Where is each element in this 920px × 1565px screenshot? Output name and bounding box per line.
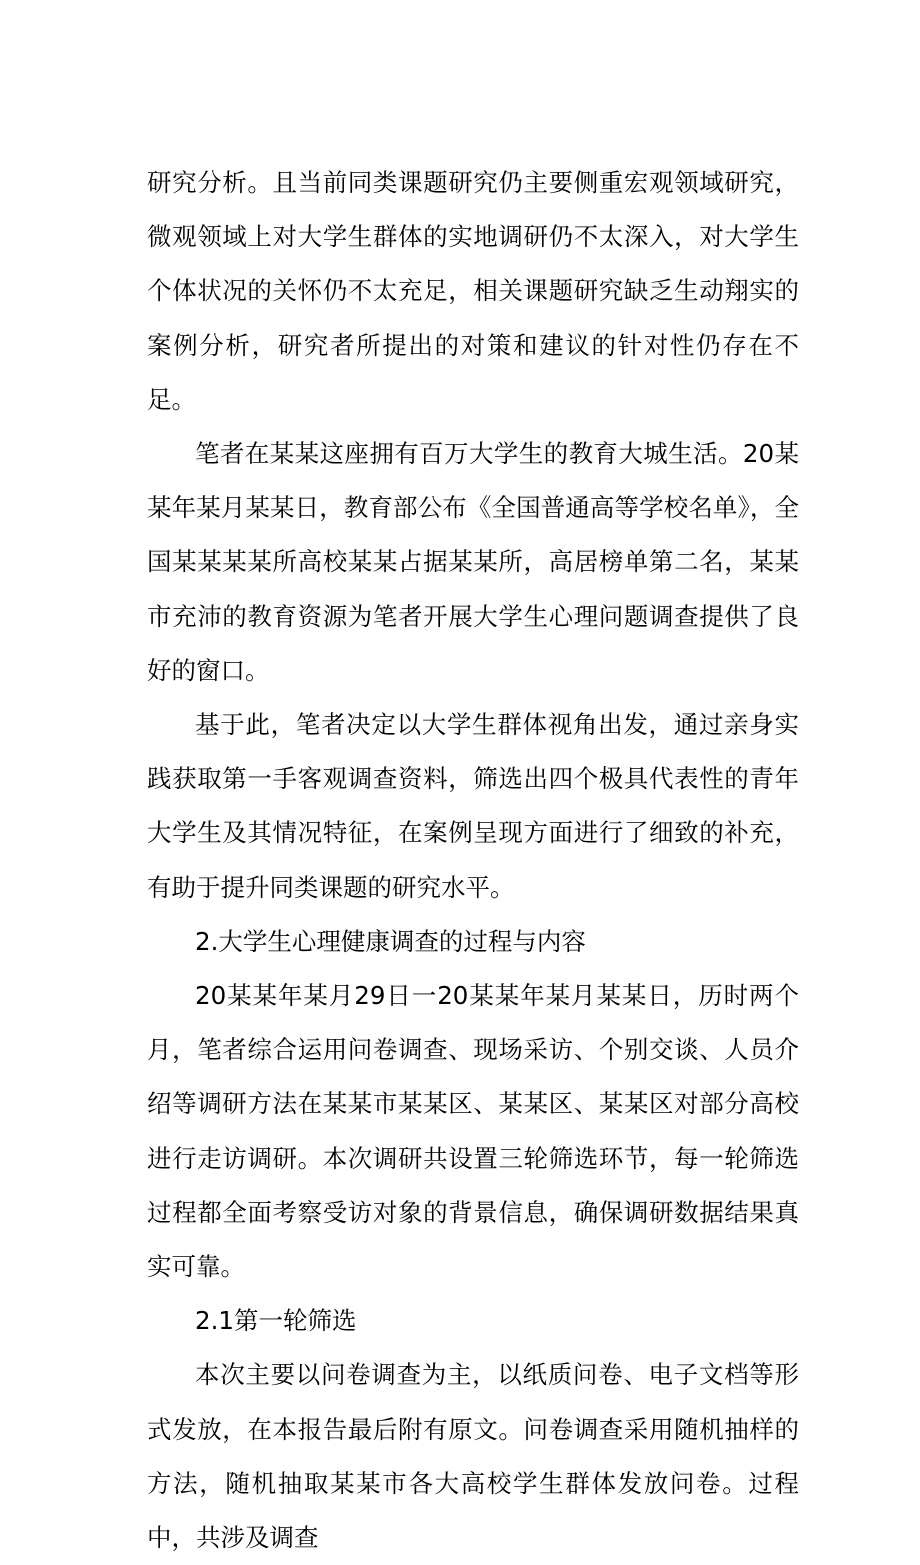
paragraph-based-on-this: 基于此，笔者决定以大学生群体视角出发，通过亲身实践获取第一手客观调查资料，筛选出四个极具代表性的青年大学生及其情况特征，在案例呈现方面进行了细致的补充，有助于提升同类课题的研究水平。 xyxy=(147,710,799,902)
paragraph-education-city: 笔者在某某这座拥有百万大学生的教育大城生活。20某某年某月某某日，教育部公布《全国普通高等学校名单》，全国某某某某所高校某某占据某某所，高居榜单第二名，某某市充沛的教育资源为笔者开展大学生心理问题调查提供了良好的窗口。 xyxy=(147,439,799,685)
document-body xyxy=(147,156,799,1565)
paragraph-questionnaire: 本次主要以问卷调查为主，以纸质问卷、电子文档等形式发放，在本报告最后附有原文。问卷调查采用随机抽样的方法，随机抽取某某市各大高校学生群体发放问卷。过程中，共涉及调查 xyxy=(147,1360,799,1553)
section-heading-first-round: 2.1第一轮筛选 xyxy=(195,1306,357,1336)
paragraph-survey-period: 20某某年某月29日一20某某年某月某某日，历时两个月，笔者综合运用问卷调查、现场采访、个别交谈、人员介绍等调研方法在某某市某某区、某某区、某某区对部分高校进行走访调研。本次调研共设置三轮筛选环节，每一轮筛选过程都全面考察受访对象的背景信息，确保调研数据结果真实可靠。 xyxy=(147,981,799,1282)
section-heading-survey-process: 2.大学生心理健康调查的过程与内容 xyxy=(195,926,586,956)
paragraph-research-analysis: 研究分析。且当前同类课题研究仍主要侧重宏观领域研究，微观领域上对大学生群体的实地调研仍不太深入，对大学生个体状况的关怀仍不太充足，相关课题研究缺乏生动翔实的案例分析，研究者所提出的对策和建议的针对性仍存在不足。 xyxy=(147,168,799,414)
